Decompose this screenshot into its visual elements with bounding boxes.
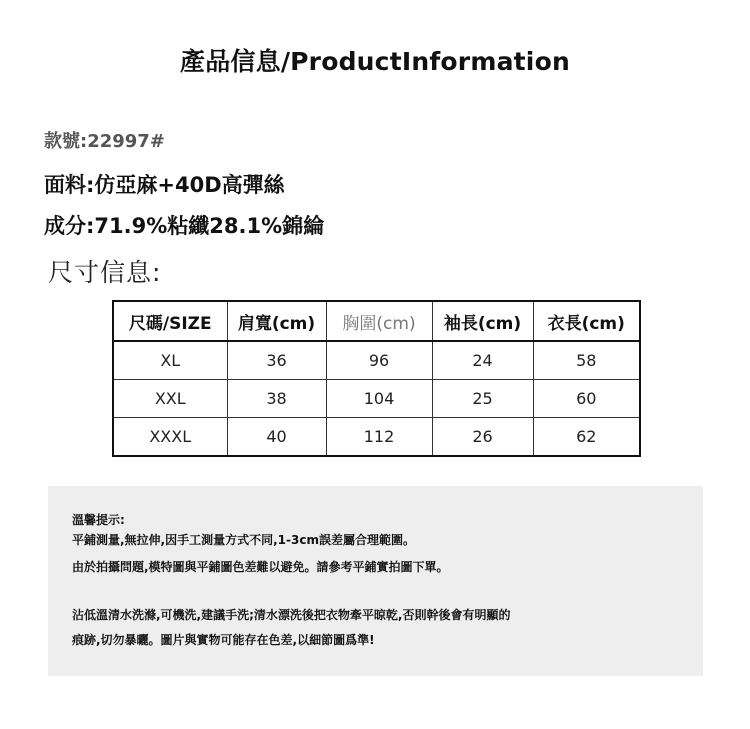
notice-line-care: 痕跡,切勿暴曬。圖片與實物可能存在色差,以細節圖爲準! [72, 633, 375, 647]
style-number: 款號:22997# [44, 131, 165, 152]
cell-shoulder: 38 [227, 380, 326, 418]
cell-chest: 112 [326, 418, 432, 457]
notice-box [48, 486, 703, 676]
cell-length: 60 [533, 380, 640, 418]
cell-length: 58 [533, 341, 640, 380]
cell-sleeve: 25 [432, 380, 533, 418]
size-table [112, 300, 641, 457]
header-size: 尺碼/SIZE [113, 301, 227, 341]
table-row [113, 341, 640, 380]
table-row [113, 418, 640, 457]
size-table-header-row [113, 301, 640, 341]
cell-size: XL [113, 341, 227, 380]
notice-line-washing: 沾低溫清水洗滌,可機洗,建議手洗;清水漂洗後把衣物牽平晾乾,否則幹後會有明顯的 [72, 608, 511, 622]
cell-chest: 96 [326, 341, 432, 380]
cell-size: XXXL [113, 418, 227, 457]
size-info-heading: 尺寸信息: [48, 258, 162, 287]
cell-chest: 104 [326, 380, 432, 418]
cell-shoulder: 40 [227, 418, 326, 457]
composition-info: 成分:71.9%粘纖28.1%錦綸 [44, 214, 325, 238]
cell-length: 62 [533, 418, 640, 457]
cell-sleeve: 24 [432, 341, 533, 380]
header-chest: 胸圍(cm) [326, 301, 432, 341]
cell-size: XXL [113, 380, 227, 418]
cell-shoulder: 36 [227, 341, 326, 380]
header-sleeve: 袖長(cm) [432, 301, 533, 341]
notice-title: 溫馨提示: [72, 513, 125, 527]
page-title: 產品信息/ProductInformation [180, 47, 570, 76]
notice-line-color-difference: 由於拍攝問題,模特圖與平鋪圖色差難以避免。請參考平鋪實拍圖下單。 [72, 560, 449, 574]
fabric-info: 面料:仿亞麻+40D高彈絲 [44, 173, 285, 197]
header-length: 衣長(cm) [533, 301, 640, 341]
notice-line-measurement: 平鋪測量,無拉伸,因手工測量方式不同,1-3cm誤差屬合理範圍。 [72, 533, 415, 547]
cell-sleeve: 26 [432, 418, 533, 457]
table-row [113, 380, 640, 418]
header-shoulder: 肩寬(cm) [227, 301, 326, 341]
